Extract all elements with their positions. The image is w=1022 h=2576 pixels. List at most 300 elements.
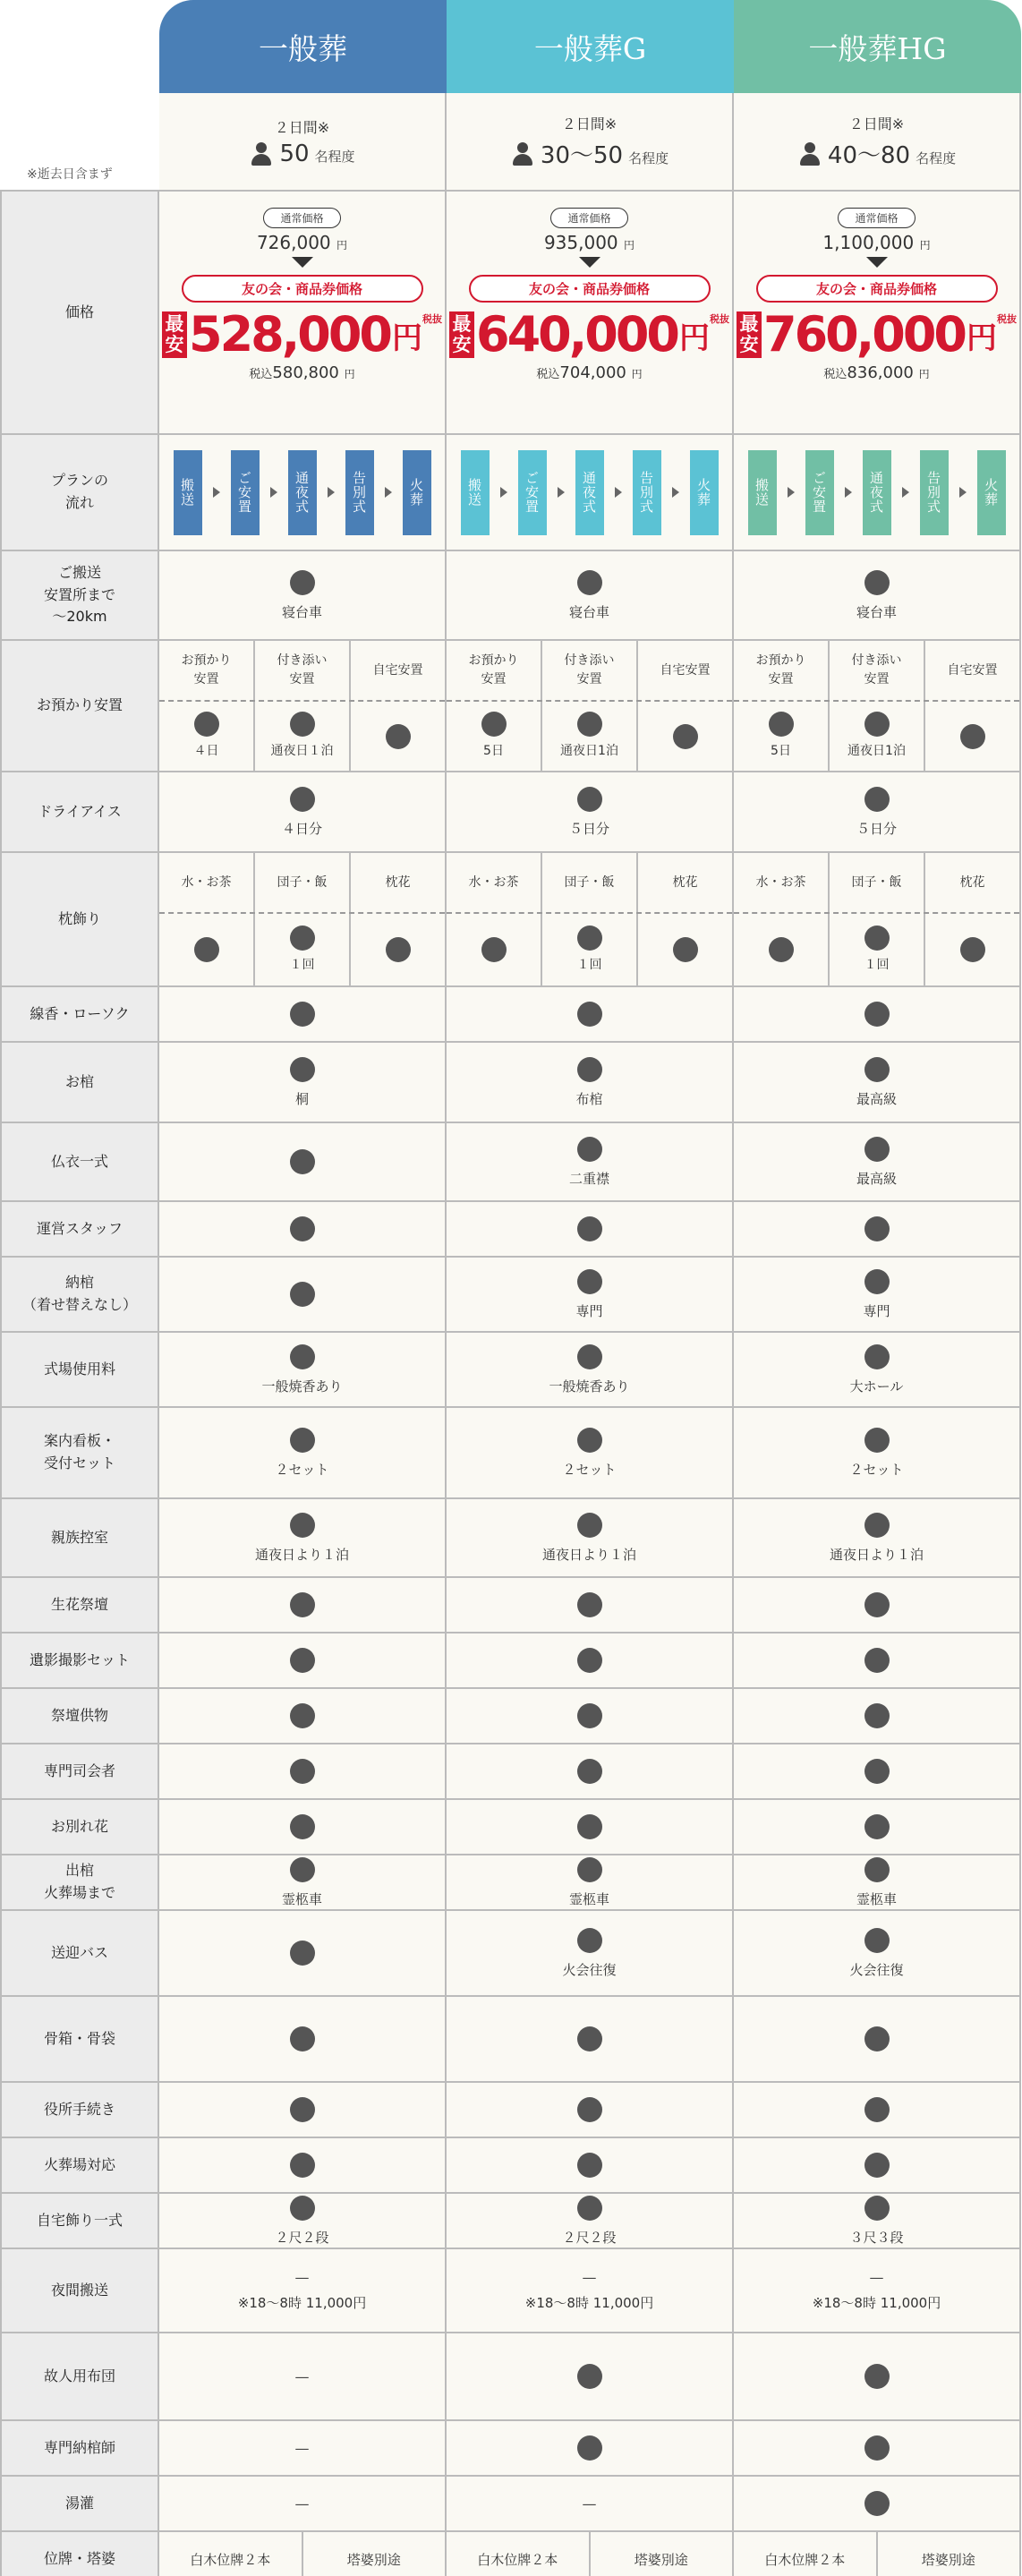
row-label-text: 骨箱・骨袋 [43,2029,115,2047]
included-dot-icon [290,1703,315,1728]
feature-cell [734,551,1021,641]
option-header: お預かり 安置 [447,641,542,700]
feature-cell [159,2194,447,2249]
row-label [0,1499,159,1578]
option-headers [447,853,732,914]
included-dot-icon [290,1216,315,1241]
feature-cell [159,1408,447,1499]
regular-price [544,232,634,253]
included-dot-icon [864,2435,890,2461]
feature-cell [159,1633,447,1689]
option-value [925,914,1019,985]
included-dot-icon [864,1428,890,1453]
discount-price-value: 760,000 [763,306,965,363]
included-dot-icon [577,2097,602,2122]
included-dot-icon [960,937,985,962]
tax-included-label: 税込 [823,368,847,381]
included-dot-icon [290,2153,315,2178]
people-number: 30～50 [540,142,624,169]
not-included-dash: — [869,2269,884,2286]
included-dot-icon [577,1057,602,1082]
row-label [0,192,159,435]
row-label [0,1043,159,1123]
row-label-text: 運営スタッフ [36,1219,123,1237]
feature-note: ５日分 [568,820,609,837]
row-label-text: 生花祭壇 [50,1595,108,1613]
feature-note: 一般焼香あり [549,1378,630,1395]
plan-header-1[interactable] [159,0,447,93]
flow-step: 告別式 [920,450,949,535]
row-label-text: 出棺 火葬場まで [43,1862,115,1901]
feature-cell [447,1202,734,1258]
included-dot-icon [577,1928,602,1953]
not-included-dash: — [294,2495,310,2512]
included-dot-icon [290,1002,315,1027]
option-value [351,914,445,985]
included-dot-icon [864,2153,890,2178]
not-included-dash: — [294,2367,310,2385]
flow-step: 搬送 [748,450,777,535]
feature-note: ２尺２段 [562,2229,617,2246]
person-icon [249,142,274,166]
cheapest-badge: 最安 [162,311,187,358]
feature-cell [159,1043,447,1123]
yen-unit: 円 [919,239,931,252]
option-values [734,702,1019,771]
option-header: 団子・飯 [830,853,925,912]
included-dot-icon [769,712,794,737]
row-label-text: お預かり安置 [36,696,123,714]
feature-cell [159,1855,447,1911]
row-label [0,1123,159,1202]
discount-yen: 円 [966,320,997,356]
tax-included-value: 836,000 [847,363,919,382]
option-value [830,914,925,985]
included-dot-icon [577,1344,602,1369]
feature-note: 大ホール [849,1378,904,1395]
option-note: 5日 [771,744,791,758]
feature-cell [734,2083,1021,2138]
person-icon [510,142,535,166]
feature-cell [734,772,1021,853]
split-cell [734,641,1021,772]
half-text: 白木位牌２本 [159,2532,303,2576]
row-label-text: 専門司会者 [43,1761,115,1779]
club-price-label: 友の会・商品券価格 [756,275,998,303]
not-included-dash: — [294,2439,310,2457]
included-dot-icon [864,925,890,951]
included-dot-icon [577,570,602,595]
row-label [0,772,159,853]
feature-cell [447,1997,734,2083]
included-dot-icon [864,2491,890,2516]
feature-note: 寝台車 [856,603,897,620]
option-value [255,702,351,771]
arrow-right-icon [213,487,220,498]
row-label-text: 専門納棺師 [43,2438,115,2456]
arrow-right-icon [270,487,277,498]
option-header: お預かり 安置 [734,641,830,700]
feature-cell [734,1499,1021,1578]
halves-cell [734,2532,1021,2576]
feature-cell [734,1043,1021,1123]
row-label-text: お別れ花 [50,1817,108,1835]
split-cell [447,853,734,987]
regular-price-value: 726,000 [256,232,337,253]
arrow-right-icon [328,487,335,498]
included-dot-icon [290,925,315,951]
included-dot-icon [290,1149,315,1174]
row-label [0,1997,159,2083]
halves-cell [447,2532,734,2576]
included-dot-icon [864,1137,890,1162]
feature-cell [159,1123,447,1202]
included-dot-icon [577,712,602,737]
included-dot-icon [290,1648,315,1673]
flow-step: ご安置 [805,450,834,535]
plan-header-2[interactable] [447,0,734,93]
row-label [0,1202,159,1258]
cheapest-badge: 最安 [737,311,762,358]
plan-name: 一般葬 [259,30,347,66]
feature-cell [447,1689,734,1744]
discount-price-value: 640,000 [476,306,677,363]
row-label-text: 案内看板・ 受付セット [43,1432,115,1471]
plan-flow [734,435,1021,551]
included-dot-icon [577,1814,602,1839]
row-label-text: 役所手続き [43,2100,115,2118]
tax-excluded-note: 税抜 [709,313,729,325]
feature-note: 最高級 [856,1090,897,1107]
feature-note: ３尺３段 [849,2229,904,2246]
flow-step: ご安置 [231,450,260,535]
feature-cell [159,1202,447,1258]
feature-cell [447,1333,734,1408]
discount-price-value: 528,000 [189,306,390,363]
half-text: 白木位牌２本 [447,2532,591,2576]
included-dot-icon [577,1428,602,1453]
feature-note: ※18～8時 11,000円 [237,2295,367,2311]
row-label-text: 線香・ローソク [30,1004,130,1022]
row-label [0,1911,159,1997]
feature-cell [734,1800,1021,1855]
option-value [925,702,1019,771]
feature-note: ※18～8時 11,000円 [812,2295,941,2311]
split-cell [447,641,734,772]
flow-step: ご安置 [518,450,547,535]
row-label [0,853,159,987]
people-count [510,137,669,170]
option-note: 通夜日1泊 [847,744,906,758]
note-cell [0,93,159,192]
tax-included-price [536,363,642,382]
people-number: 40～80 [827,142,911,169]
row-label-text: 夜間搬送 [50,2281,108,2299]
option-header: 付き添い 安置 [542,641,638,700]
plan-flow [159,435,447,551]
feature-note: ２尺２段 [275,2229,329,2246]
feature-note: ※18～8時 11,000円 [524,2295,654,2311]
feature-note: 霊柩車 [856,1890,897,1907]
row-label-text: 火葬場対応 [43,2155,115,2173]
option-note: 通夜日１泊 [270,744,334,758]
discount-yen: 円 [678,320,710,356]
included-dot-icon [577,1759,602,1784]
included-dot-icon [864,1648,890,1673]
included-dot-icon [864,2097,890,2122]
feature-cell [159,1911,447,1997]
row-label [0,2083,159,2138]
row-label [0,1800,159,1855]
feature-cell [734,2477,1021,2532]
feature-cell [159,2477,447,2532]
price-cell [159,192,447,435]
plan-name: 一般葬HG [808,30,947,66]
included-dot-icon [290,1941,315,1966]
feature-cell [734,1689,1021,1744]
feature-note: ５日分 [856,820,897,837]
included-dot-icon [290,2097,315,2122]
feature-cell [447,1744,734,1800]
plan-capacity [734,93,1021,192]
arrow-right-icon [558,487,565,498]
feature-cell [734,2333,1021,2421]
included-dot-icon [290,1592,315,1617]
feature-note: 霊柩車 [281,1890,322,1907]
included-dot-icon [864,2196,890,2221]
feature-note: ２セット [849,1461,904,1478]
option-header: 水・お茶 [734,853,830,912]
included-dot-icon [577,925,602,951]
included-dot-icon [864,1928,890,1953]
tax-included-price [249,363,354,382]
included-dot-icon [864,1759,890,1784]
days-text: ２日間※ [848,115,905,132]
halves-cell [159,2532,447,2576]
feature-cell [734,1408,1021,1499]
option-headers [734,853,1019,914]
flow-step: 通夜式 [863,450,891,535]
included-dot-icon [290,1428,315,1453]
included-dot-icon [290,2196,315,2221]
row-label [0,2249,159,2333]
plan-name: 一般葬G [533,30,647,66]
half-text: 塔婆別途 [346,2551,401,2568]
people-count [249,141,354,167]
feature-cell [159,2421,447,2477]
feature-cell [734,1997,1021,2083]
row-label [0,1633,159,1689]
included-dot-icon [290,1759,315,1784]
included-dot-icon [577,1269,602,1294]
plan-capacity [447,93,734,192]
row-label-text: 納棺 （着せ替えなし） [21,1274,137,1313]
included-dot-icon [577,2435,602,2461]
feature-cell [447,2421,734,2477]
split-cell [734,853,1021,987]
feature-cell [159,1800,447,1855]
row-label-text: お棺 [64,1072,94,1090]
feature-cell [734,1123,1021,1202]
flow-step: 搬送 [174,450,202,535]
included-dot-icon [769,937,794,962]
included-dot-icon [386,937,411,962]
feature-cell [447,1258,734,1333]
option-note: １回 [864,957,890,972]
discount-price [737,306,1017,363]
included-dot-icon [290,712,315,737]
feature-cell [447,2333,734,2421]
feature-cell [159,2083,447,2138]
row-label-text: 親族控室 [50,1528,108,1546]
regular-price-value: 1,100,000 [822,232,920,253]
discount-price [162,306,442,363]
not-included-dash: — [582,2269,597,2286]
option-header: 水・お茶 [447,853,542,912]
row-label-text: プランの 流れ [50,472,108,511]
row-label-text: 枕飾り [57,909,101,927]
flow-step: 火葬 [403,450,431,535]
included-dot-icon [864,1857,890,1882]
arrow-right-icon [959,487,967,498]
row-label [0,1258,159,1333]
included-dot-icon [864,1216,890,1241]
feature-cell [447,1800,734,1855]
yen-unit: 円 [344,368,355,380]
included-dot-icon [577,787,602,812]
half-text: 白木位牌２本 [734,2532,878,2576]
option-header: 自宅安置 [372,662,423,678]
regular-price-tag: 通常価格 [838,208,915,228]
included-dot-icon [864,570,890,595]
included-dot-icon [194,712,219,737]
person-icon [797,142,822,166]
feature-cell [734,1911,1021,1997]
arrow-right-icon [385,487,392,498]
feature-cell [159,2249,447,2333]
arrow-right-icon [615,487,622,498]
row-label [0,1333,159,1408]
flow-step: 通夜式 [288,450,317,535]
flow-step: 火葬 [977,450,1006,535]
feature-cell [734,1855,1021,1911]
yen-unit: 円 [631,368,643,380]
feature-cell [447,772,734,853]
feature-note: 通夜日より１泊 [541,1546,636,1563]
option-header: 水・お茶 [159,853,255,912]
included-dot-icon [864,1703,890,1728]
included-dot-icon [577,1857,602,1882]
option-header: 団子・飯 [542,853,638,912]
included-dot-icon [864,1269,890,1294]
feature-note: ２セット [562,1461,617,1478]
included-dot-icon [290,1857,315,1882]
tax-included-label: 税込 [536,368,560,381]
included-dot-icon [864,1814,890,1839]
plan-header-3[interactable] [734,0,1021,93]
arrow-right-icon [845,487,852,498]
feature-cell [159,1744,447,1800]
option-value [159,914,255,985]
feature-cell [447,2138,734,2194]
option-values [447,702,732,771]
people-unit: 名程度 [314,148,355,165]
included-dot-icon [386,724,411,749]
included-dot-icon [290,1513,315,1538]
half-text: 塔婆別途 [921,2551,975,2568]
included-dot-icon [290,1282,315,1307]
feature-cell [159,987,447,1043]
option-header: 枕花 [385,874,411,890]
option-header: お預かり 安置 [159,641,255,700]
feature-note: 二重襟 [568,1170,609,1187]
arrow-right-icon [788,487,795,498]
included-dot-icon [290,2026,315,2051]
feature-cell [734,1202,1021,1258]
row-label-text: 送迎バス [50,1943,108,1961]
included-dot-icon [290,1814,315,1839]
option-value [734,914,830,985]
included-dot-icon [577,1592,602,1617]
included-dot-icon [290,787,315,812]
feature-cell [447,1633,734,1689]
regular-price [257,232,347,253]
arrow-right-icon [672,487,679,498]
row-label [0,551,159,641]
included-dot-icon [864,787,890,812]
split-cell [159,853,447,987]
included-dot-icon [864,2364,890,2389]
row-label-text: ご搬送 安置所まで ～20km [43,563,115,626]
option-header: 枕花 [959,874,985,890]
arrow-right-icon [902,487,909,498]
row-label-text: ドライアイス [38,802,122,820]
option-value [830,702,925,771]
option-headers [447,641,732,702]
row-label-text: 遺影撮影セット [29,1651,130,1668]
down-triangle-icon [866,257,888,268]
row-label-text: 仏衣一式 [50,1152,108,1170]
plan-flow [447,435,734,551]
option-value [638,914,732,985]
included-dot-icon [290,1057,315,1082]
option-headers [159,641,445,702]
feature-cell [447,1578,734,1633]
row-label [0,2194,159,2249]
feature-note: 布棺 [575,1090,603,1107]
days-text: ２日間※ [561,115,617,132]
included-dot-icon [577,1513,602,1538]
option-note: 5日 [483,744,504,758]
not-included-dash: — [294,2269,310,2286]
feature-cell [159,2333,447,2421]
option-value [447,702,542,771]
included-dot-icon [577,2364,602,2389]
feature-cell [447,2194,734,2249]
feature-cell [447,2477,734,2532]
included-dot-icon [864,712,890,737]
included-dot-icon [864,1002,890,1027]
tax-excluded-note: 税抜 [996,313,1017,325]
feature-cell [159,1689,447,1744]
feature-cell [734,987,1021,1043]
people-unit: 名程度 [628,150,669,166]
option-header: 自宅安置 [660,662,711,678]
feature-cell [734,2249,1021,2333]
yen-unit: 円 [336,239,348,252]
tax-included-value: 704,000 [559,363,632,382]
row-label [0,2477,159,2532]
